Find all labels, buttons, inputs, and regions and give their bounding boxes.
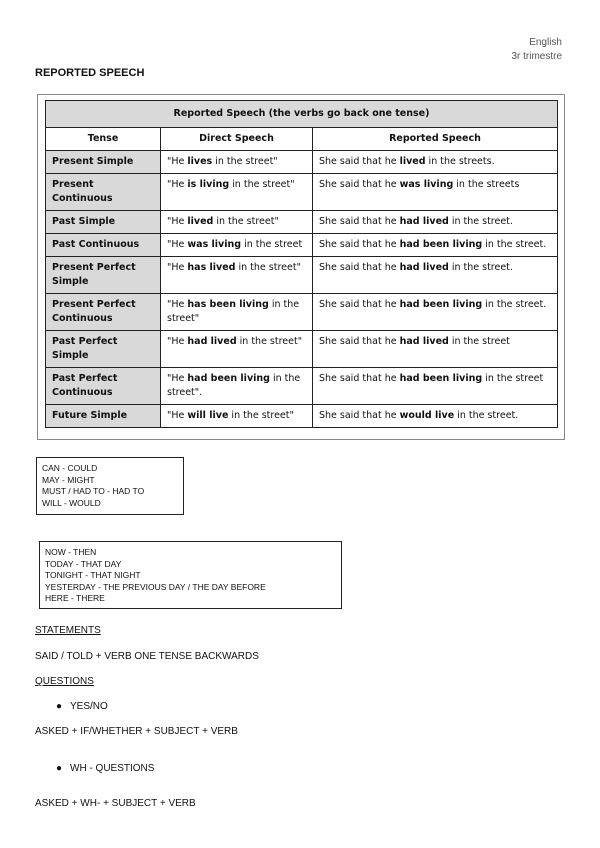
table-row [46,294,558,331]
sentence-fragment: She said that he [319,410,400,421]
sentence-fragment: "He [167,239,188,250]
verb-highlight: lived [187,216,214,227]
table-caption-row [46,101,558,128]
sentence-fragment: in the street" [235,262,301,273]
table-header-row [46,128,558,151]
direct-speech-cell [161,234,313,257]
sentence-fragment: "He [167,216,188,227]
sentence-fragment: in the street [241,239,303,250]
column-header-tense: Tense [46,128,161,151]
sentence-fragment: in the street" [228,410,294,421]
time-pair: HERE - THERE [45,593,105,603]
questions-heading: QUESTIONS [35,676,94,687]
document-header [511,36,562,64]
verb-highlight: lives [187,156,213,167]
wh-rule: ASKED + WH- + SUBJECT + VERB [35,798,196,809]
tense-cell: Past Continuous [46,234,161,257]
sentence-fragment: in the street" [212,156,278,167]
bullet-text: WH - QUESTIONS [70,763,155,774]
reported-speech-cell [313,151,558,174]
sentence-fragment: in the street. [448,262,513,273]
sentence-fragment: "He [167,179,188,190]
sentence-fragment: She said that he [319,373,400,384]
sentence-fragment: in the street" [229,179,295,190]
verb-highlight: was living [399,179,454,190]
tense-cell: Future Simple [46,405,161,428]
subject-label: English [529,37,562,48]
reported-speech-table [45,100,558,428]
yesno-rule: ASKED + IF/WHETHER + SUBJECT + VERB [35,726,238,737]
sentence-fragment: "He [167,336,188,347]
reported-speech-cell [313,405,558,428]
sentence-fragment: "He [167,262,188,273]
sentence-fragment: "He [167,410,188,421]
table-body [46,151,558,428]
tense-cell: Present Simple [46,151,161,174]
reported-speech-cell [313,331,558,368]
direct-speech-cell [161,368,313,405]
table-row [46,368,558,405]
tense-cell: Past Perfect Simple [46,331,161,368]
sentence-fragment: She said that he [319,216,400,227]
verb-highlight: is living [187,179,230,190]
verb-highlight: had been living [187,373,270,384]
reported-speech-cell [313,174,558,211]
reported-speech-cell [313,368,558,405]
term-label: 3r trimestre [511,51,562,62]
modal-pair: WILL - WOULD [42,497,101,508]
bullet-item-yesno [56,701,108,712]
column-header-direct: Direct Speech [161,128,313,151]
verb-highlight: has lived [187,262,236,273]
reported-speech-cell [313,257,558,294]
time-pair: TONIGHT - THAT NIGHT [45,570,141,580]
sentence-fragment: in the street" [213,216,279,227]
sentence-fragment: in the street [482,373,544,384]
sentence-fragment: in the street. [448,216,513,227]
direct-speech-cell [161,405,313,428]
bullet-text: YES/NO [70,701,108,712]
verb-highlight: had lived [399,262,449,273]
direct-speech-cell [161,331,313,368]
page-title: REPORTED SPEECH [35,67,145,79]
verb-highlight: would live [399,410,455,421]
direct-speech-cell [161,174,313,211]
table-row [46,174,558,211]
sentence-fragment: in the street" [167,299,300,324]
verb-highlight: had been living [399,239,483,250]
table-row [46,211,558,234]
verb-highlight: had lived [399,336,449,347]
statements-heading: STATEMENTS [35,625,101,636]
verb-highlight: had lived [187,336,237,347]
direct-speech-cell [161,211,313,234]
tense-cell: Present Continuous [46,174,161,211]
verb-highlight: had been living [399,373,483,384]
time-pair: TODAY - THAT DAY [45,558,122,569]
verb-highlight: lived [399,156,426,167]
reported-speech-cell [313,294,558,331]
tense-cell: Present Perfect Simple [46,257,161,294]
table-row [46,257,558,294]
tense-cell: Past Perfect Continuous [46,368,161,405]
sentence-fragment: in the street [448,336,510,347]
bullet-icon: ● [56,763,63,774]
verb-highlight: will live [187,410,229,421]
sentence-fragment: in the streets. [425,156,495,167]
sentence-fragment: "He [167,299,188,310]
reported-speech-cell [313,234,558,257]
column-header-reported: Reported Speech [313,128,558,151]
modal-pair: CAN - COULD [42,463,98,473]
table-row [46,331,558,368]
sentence-fragment: She said that he [319,179,400,190]
sentence-fragment: in the street. [482,239,547,250]
sentence-fragment: in the streets [453,179,520,190]
time-expressions-box [39,541,342,609]
tense-cell: Present Perfect Continuous [46,294,161,331]
sentence-fragment: She said that he [319,239,400,250]
statements-rule: SAID / TOLD + VERB ONE TENSE BACKWARDS [35,651,259,662]
bullet-item-wh [56,763,154,774]
sentence-fragment: in the street. [454,410,519,421]
verb-highlight: had lived [399,216,449,227]
direct-speech-cell [161,294,313,331]
sentence-fragment: "He [167,373,188,384]
verb-highlight: has been living [187,299,269,310]
reported-speech-cell [313,211,558,234]
sentence-fragment: in the street" [236,336,303,347]
verb-highlight: had been living [399,299,483,310]
table-row [46,405,558,428]
sentence-fragment: "He [167,156,188,167]
direct-speech-cell [161,257,313,294]
sentence-fragment: in the street. [482,299,547,310]
sentence-fragment: She said that he [319,299,400,310]
modal-pair: MAY - MIGHT [42,474,95,485]
sentence-fragment: She said that he [319,262,400,273]
table-row [46,151,558,174]
time-pair: YESTERDAY - THE PREVIOUS DAY / THE DAY BEFORE [45,581,266,592]
modal-pair: MUST / HAD TO - HAD TO [42,486,145,496]
modal-verbs-box [36,457,184,515]
table-caption: Reported Speech (the verbs go back one tense) [46,101,558,128]
sentence-fragment: She said that he [319,156,400,167]
bullet-icon: ● [56,701,63,712]
table-row [46,234,558,257]
verb-highlight: was living [187,239,242,250]
tense-cell: Past Simple [46,211,161,234]
time-pair: NOW - THEN [45,547,97,557]
sentence-fragment: She said that he [319,336,400,347]
sentence-fragment: in the street". [167,373,301,398]
direct-speech-cell [161,151,313,174]
